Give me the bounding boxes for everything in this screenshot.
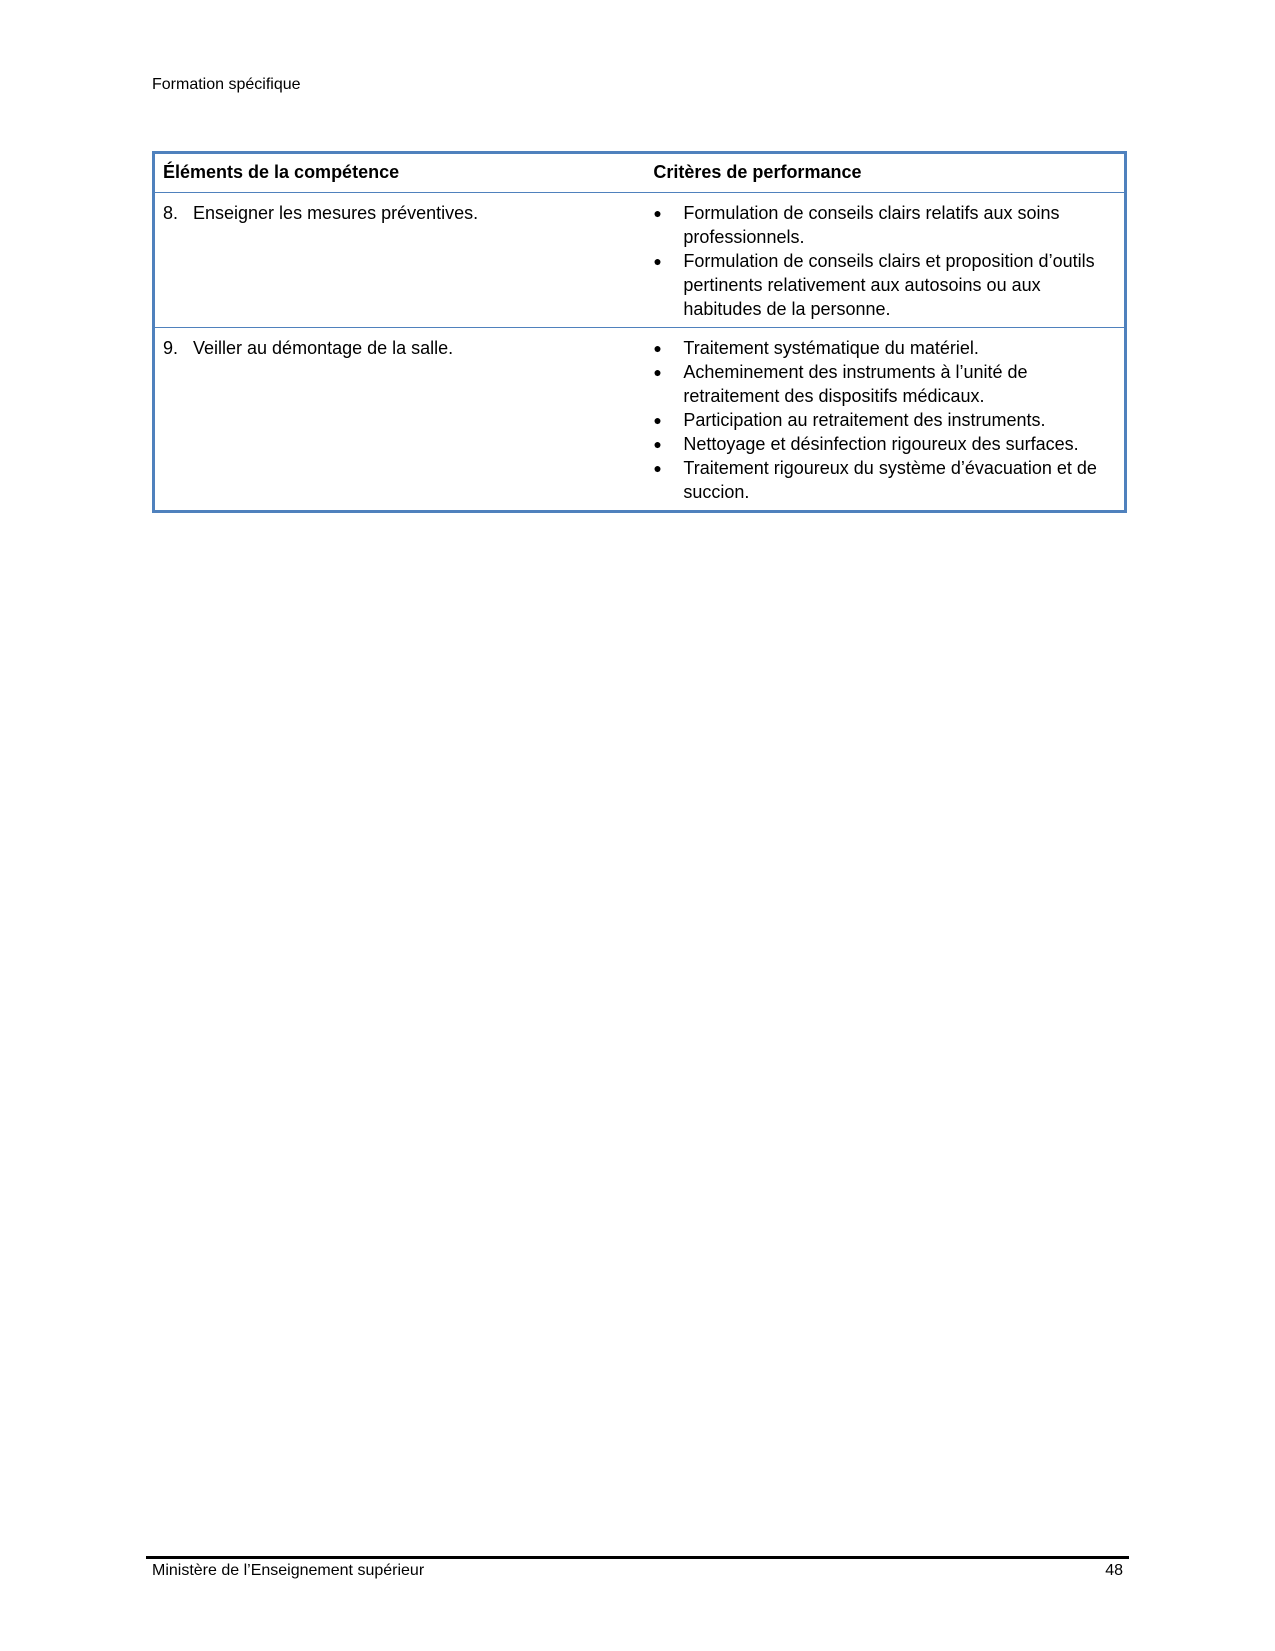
element-number: 8. [163, 203, 179, 223]
competence-table [152, 151, 1127, 513]
bullet-icon: ● [653, 460, 662, 476]
element-item [163, 201, 637, 225]
criteria-cell [645, 193, 1125, 328]
criteria-text: Formulation de conseils clairs et proposition d’outils pertinents relativement aux autosoins ou aux habitudes de la personne. [683, 251, 1095, 319]
element-number: 9. [163, 338, 179, 358]
criteria-text: Acheminement des instruments à l’unité de retraitement des dispositifs médicaux. [683, 362, 1028, 406]
bullet-icon: ● [653, 412, 662, 428]
criteria-list [653, 201, 1116, 321]
header-elements: Éléments de la compétence [154, 153, 646, 193]
criteria-list [653, 336, 1116, 504]
element-text: Veiller au démontage de la salle. [193, 338, 454, 358]
element-cell [154, 193, 646, 328]
criteria-text: Traitement systématique du matériel. [683, 338, 979, 358]
page-header-label: Formation spécifique [152, 76, 301, 93]
footer-divider [146, 1556, 1129, 1559]
criteria-item [653, 432, 1116, 456]
criteria-text: Formulation de conseils clairs relatifs aux soins professionnels. [683, 203, 1060, 247]
criteria-text: Traitement rigoureux du système d’évacuation et de succion. [683, 458, 1097, 502]
criteria-text: Nettoyage et désinfection rigoureux des surfaces. [683, 434, 1079, 454]
criteria-item [653, 408, 1116, 432]
criteria-item [653, 201, 1116, 249]
table-row [154, 328, 1126, 512]
header-criteria: Critères de performance [645, 153, 1125, 193]
element-text: Enseigner les mesures préventives. [193, 203, 479, 223]
criteria-item [653, 336, 1116, 360]
bullet-icon: ● [653, 436, 662, 452]
criteria-text: Participation au retraitement des instruments. [683, 410, 1046, 430]
criteria-item [653, 249, 1116, 321]
element-cell [154, 328, 646, 512]
table-header-row [154, 153, 1126, 193]
footer-ministry: Ministère de l’Enseignement supérieur [152, 1562, 425, 1579]
footer-page-number: 48 [1105, 1562, 1123, 1579]
element-item [163, 336, 637, 360]
criteria-item [653, 456, 1116, 504]
bullet-icon: ● [653, 340, 662, 356]
bullet-icon: ● [653, 205, 662, 221]
criteria-cell [645, 328, 1125, 512]
table-row [154, 193, 1126, 328]
criteria-item [653, 360, 1116, 408]
bullet-icon: ● [653, 253, 662, 269]
bullet-icon: ● [653, 364, 662, 380]
